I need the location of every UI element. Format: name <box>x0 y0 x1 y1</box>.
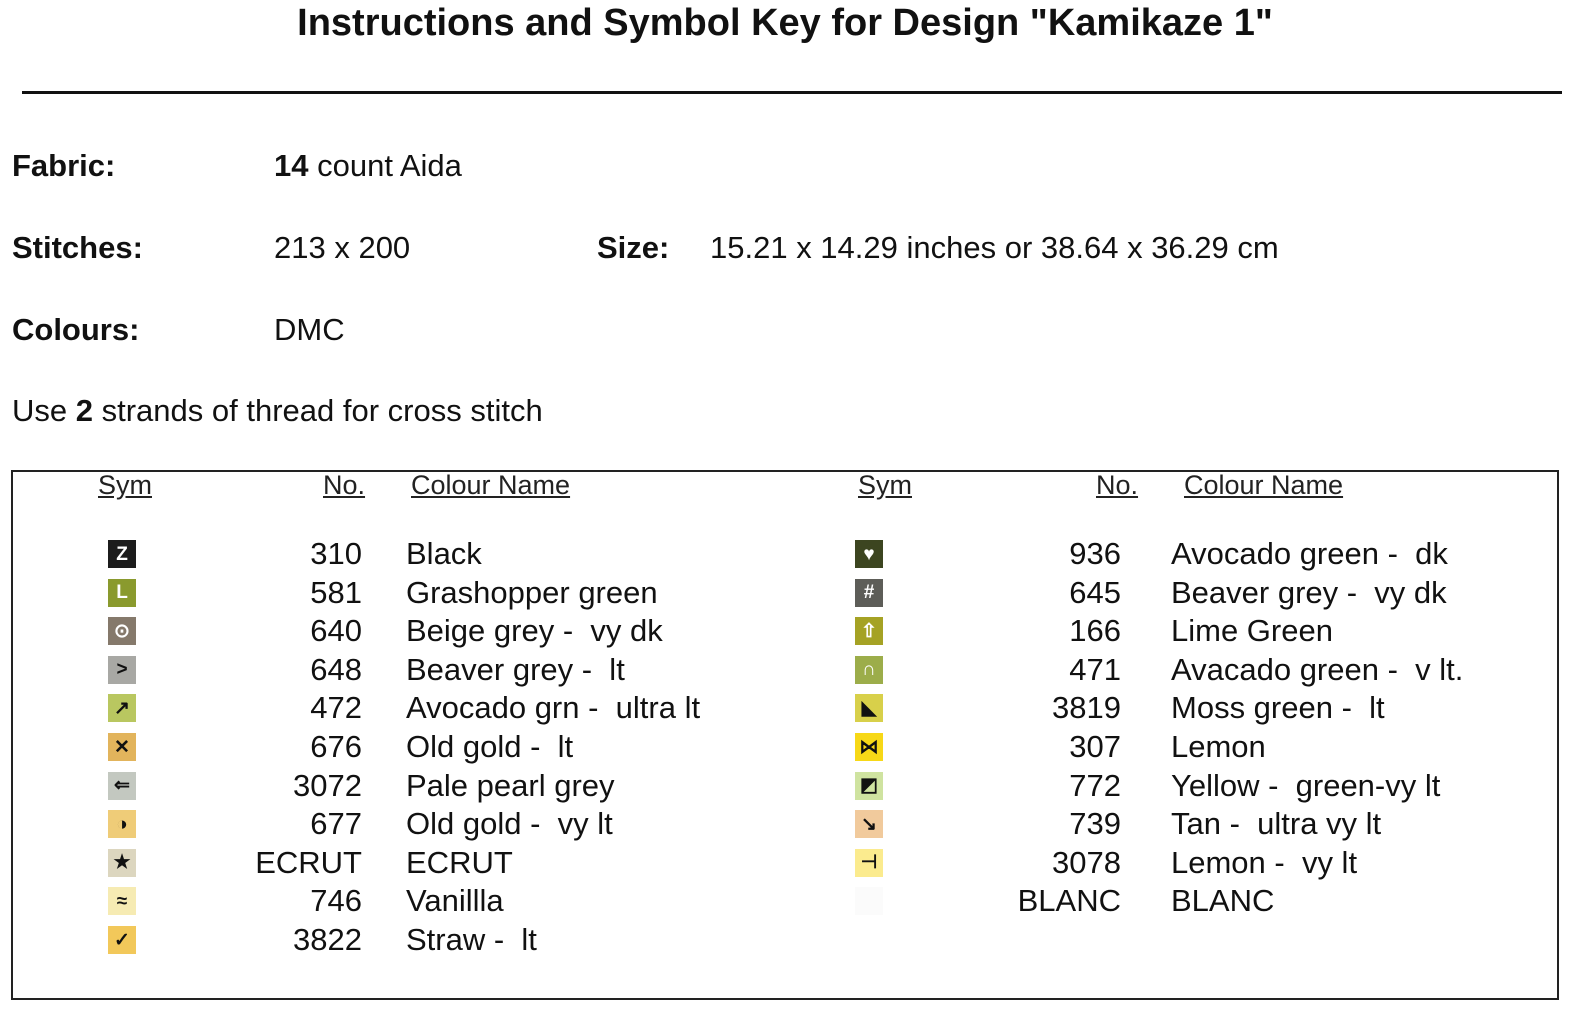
right-colour-name: Lemon <box>1171 729 1266 764</box>
strands-instruction <box>12 393 543 429</box>
colours-value: DMC <box>274 312 345 347</box>
left-thread-number: 310 <box>310 536 362 571</box>
greater-than-symbol-icon: > <box>108 656 136 684</box>
size-label: Size: <box>597 230 670 265</box>
strands-pre: Use <box>12 393 76 428</box>
right-header-no: No. <box>1096 470 1139 500</box>
fabric-type: count Aida <box>308 148 462 183</box>
size-value: 15.21 x 14.29 inches or 38.64 x 36.29 cm <box>710 230 1279 265</box>
right-colour-name: Lemon - vy lt <box>1171 844 1358 880</box>
left-header-name: Colour Name <box>411 470 571 500</box>
right-colour-name: Moss green - lt <box>1171 690 1385 726</box>
arrow-up-box-symbol-icon: ⇧ <box>855 617 883 645</box>
right-thread-number: BLANC <box>1017 883 1121 919</box>
left-colour-name: Old gold - vy lt <box>406 806 613 842</box>
right-thread-number: 3078 <box>1052 844 1121 880</box>
left-colour-name: Grashopper green <box>406 574 658 610</box>
arrow-down-right-symbol-icon: ↘ <box>855 810 883 838</box>
right-thread-number: 645 <box>1069 574 1121 610</box>
fabric-count: 14 <box>274 148 309 183</box>
diagonal-square-symbol-icon: ◩ <box>855 772 883 800</box>
left-colour-name: Old gold - lt <box>406 729 574 764</box>
l-corner-symbol-icon: L <box>108 579 136 607</box>
arrow-up-right-symbol-icon: ↗ <box>108 694 136 722</box>
right-colour-name: Beaver grey - vy dk <box>1171 574 1447 610</box>
arch-symbol-icon: ∩ <box>855 656 883 684</box>
right-thread-number: 772 <box>1069 767 1121 803</box>
right-header-name: Colour Name <box>1184 470 1344 500</box>
left-colour-name: Pale pearl grey <box>406 767 615 803</box>
star-symbol-icon: ★ <box>108 849 136 877</box>
stitches-label: Stitches: <box>12 230 143 265</box>
colours-label: Colours: <box>12 312 140 347</box>
left-header-no: No. <box>323 470 366 500</box>
left-thread-number: 640 <box>310 613 362 649</box>
triangle-corner-symbol-icon: ◣ <box>855 694 883 722</box>
right-colour-name: Lime Green <box>1171 613 1333 649</box>
left-thread-number: ECRUT <box>255 844 362 880</box>
left-thread-number: 3822 <box>293 922 362 957</box>
left-colour-name: Avocado grn - ultra lt <box>406 690 701 726</box>
arrow-box-symbol-icon: ⇐ <box>108 772 136 800</box>
stitches-value: 213 x 200 <box>274 230 411 265</box>
left-thread-number: 648 <box>310 651 362 687</box>
left-colour-name: ECRUT <box>406 844 513 880</box>
left-thread-number: 581 <box>310 574 362 610</box>
right-colour-name: Yellow - green-vy lt <box>1171 767 1441 803</box>
right-colour-name: Avocado green - dk <box>1171 536 1448 571</box>
fabric-label: Fabric: <box>12 148 116 183</box>
left-thread-number: 472 <box>310 690 362 726</box>
strands-post: strands of thread for cross stitch <box>93 393 543 428</box>
page-title: Instructions and Symbol Key for Design "Kamikaze 1" <box>297 2 1273 44</box>
heart-symbol-icon: ♥ <box>855 540 883 568</box>
hash-symbol-icon: # <box>855 579 883 607</box>
right-thread-number: 307 <box>1069 729 1121 764</box>
left-thread-number: 3072 <box>293 767 362 803</box>
check-symbol-icon: ✓ <box>108 926 136 954</box>
left-thread-number: 746 <box>310 883 362 919</box>
right-thread-number: 166 <box>1069 613 1121 649</box>
title-divider <box>22 91 1562 94</box>
right-thread-number: 471 <box>1069 651 1121 687</box>
left-colour-name: Vanillla <box>406 883 504 919</box>
left-thread-number: 677 <box>310 806 362 842</box>
right-colour-name: Avacado green - v lt. <box>1171 651 1464 687</box>
fabric-value <box>274 148 462 184</box>
right-thread-number: 3819 <box>1052 690 1121 726</box>
z-symbol-icon: Z <box>108 540 136 568</box>
right-header-sym: Sym <box>858 470 912 500</box>
right-colour-name: Tan - ultra vy lt <box>1171 806 1382 842</box>
left-colour-name: Straw - lt <box>406 922 537 957</box>
right-colour-name: BLANC <box>1171 883 1275 919</box>
strands-count: 2 <box>75 393 93 428</box>
right-thread-number: 739 <box>1069 806 1121 842</box>
blank-symbol-icon <box>855 887 883 915</box>
right-thread-number: 936 <box>1069 536 1121 571</box>
left-colour-name: Black <box>406 536 482 571</box>
left-header-sym: Sym <box>98 470 152 500</box>
wave-symbol-icon: ≈ <box>108 887 136 915</box>
x-symbol-icon: ✕ <box>108 733 136 761</box>
circle-dot-symbol-icon: ⊙ <box>108 617 136 645</box>
left-colour-name: Beaver grey - lt <box>406 651 625 687</box>
left-thread-number: 676 <box>310 729 362 764</box>
left-colour-name: Beige grey - vy dk <box>406 613 663 649</box>
half-circle-symbol-icon: ◑ <box>108 810 136 838</box>
bowtie-symbol-icon: ⋈ <box>855 733 883 761</box>
tee-symbol-icon: ⊣ <box>855 849 883 877</box>
